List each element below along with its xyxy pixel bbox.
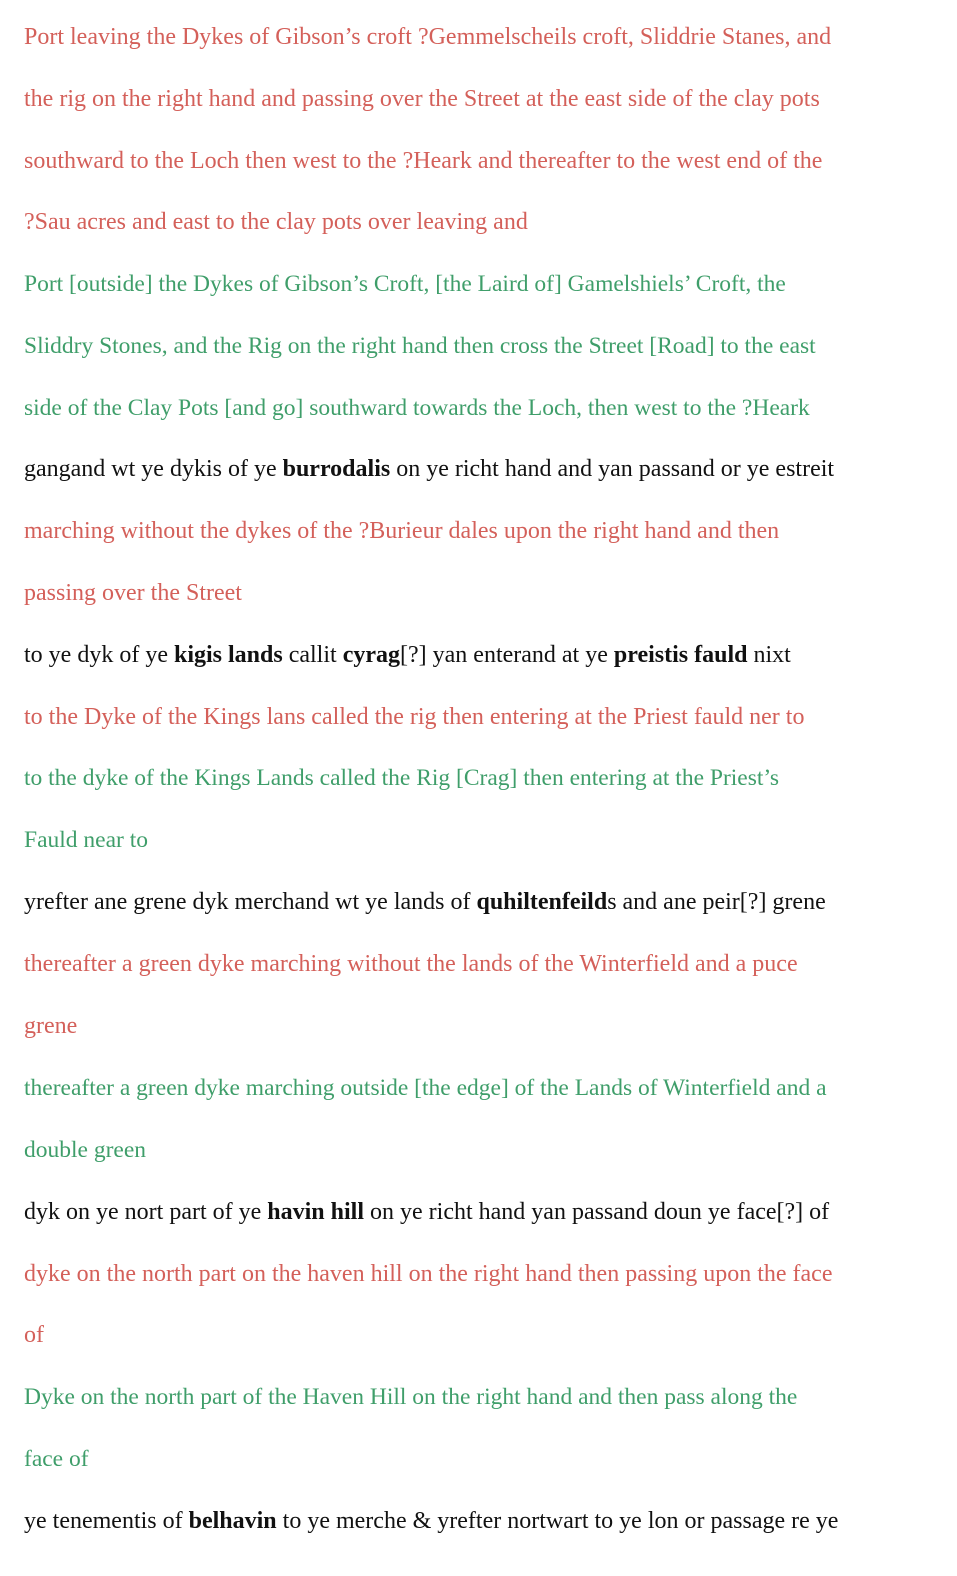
modern-translation-line: southward to the Loch then west to the ?Heark and thereafter to the west end of the bbox=[24, 148, 823, 174]
place-name: havin hill bbox=[267, 1199, 364, 1225]
edited-translation-line: thereafter a green dyke marching outside [the edge] of the Lands of Winterfield and a bbox=[24, 1075, 827, 1101]
modern-translation-line: grene bbox=[24, 1013, 78, 1039]
edited-translation-line: to the dyke of the Kings Lands called the Rig [Crag] then entering at the Priest’s bbox=[24, 765, 780, 791]
original-scots-line: gangand wt ye dykis of ye burrodalis on ye richt hand and yan passand or ye estreit bbox=[24, 456, 835, 482]
place-name: preistis fauld bbox=[613, 642, 748, 668]
edited-translation-line: Sliddry Stones, and the Rig on the right hand then cross the Street [Road] to the east bbox=[24, 333, 816, 359]
modern-translation-line: the rig on the right hand and passing over the Street at the east side of the clay pots bbox=[24, 86, 820, 112]
original-scots-line: yrefter ane grene dyk merchand wt ye lands of quhiltenfeilds and ane peir[?] grene bbox=[24, 889, 826, 915]
modern-translation-line: Port leaving the Dykes of Gibson’s croft ?Gemmelscheils croft, Sliddrie Stanes, and bbox=[24, 24, 832, 50]
modern-translation-line: dyke on the north part on the haven hill on the right hand then passing upon the face bbox=[24, 1261, 833, 1287]
original-scots-line: to ye dyk of ye kigis lands callit cyrag[?] yan enterand at ye preistis fauld nixt bbox=[24, 642, 791, 668]
edited-translation-line: side of the Clay Pots [and go] southward towards the Loch, then west to the ?Heark bbox=[24, 395, 810, 421]
place-name: kigis lands bbox=[173, 642, 283, 668]
original-scots-line: dyk on ye nort part of ye havin hill on ye richt hand yan passand doun ye face[?] of bbox=[24, 1199, 830, 1225]
edited-translation-line: double green bbox=[24, 1137, 147, 1163]
modern-translation-line: to the Dyke of the Kings lans called the rig then entering at the Priest fauld ner to bbox=[24, 704, 805, 730]
place-name: cyrag bbox=[342, 642, 400, 668]
modern-translation-line: ?Sau acres and east to the clay pots over leaving and bbox=[24, 209, 528, 235]
modern-translation-line: thereafter a green dyke marching without the lands of the Winterfield and a puce bbox=[24, 951, 798, 977]
edited-translation-line: Fauld near to bbox=[24, 827, 148, 853]
edited-translation-line: Port [outside] the Dykes of Gibson’s Croft, [the Laird of] Gamelshiels’ Croft, the bbox=[24, 271, 786, 297]
modern-translation-line: marching without the dykes of the ?Burieur dales upon the right hand and then bbox=[24, 518, 780, 544]
place-name: burrodalis bbox=[282, 456, 391, 482]
place-name: belhavin bbox=[188, 1508, 277, 1534]
modern-translation-line: of bbox=[24, 1322, 44, 1348]
original-scots-line: ye tenementis of belhavin to ye merche & yrefter nortwart to ye lon or passage re ye bbox=[24, 1508, 839, 1534]
modern-translation-line: passing over the Street bbox=[24, 580, 242, 606]
edited-translation-line: face of bbox=[24, 1446, 89, 1472]
place-name: quhiltenfeild bbox=[476, 889, 608, 915]
edited-translation-line: Dyke on the north part of the Haven Hill on the right hand and then pass along the bbox=[24, 1384, 798, 1410]
